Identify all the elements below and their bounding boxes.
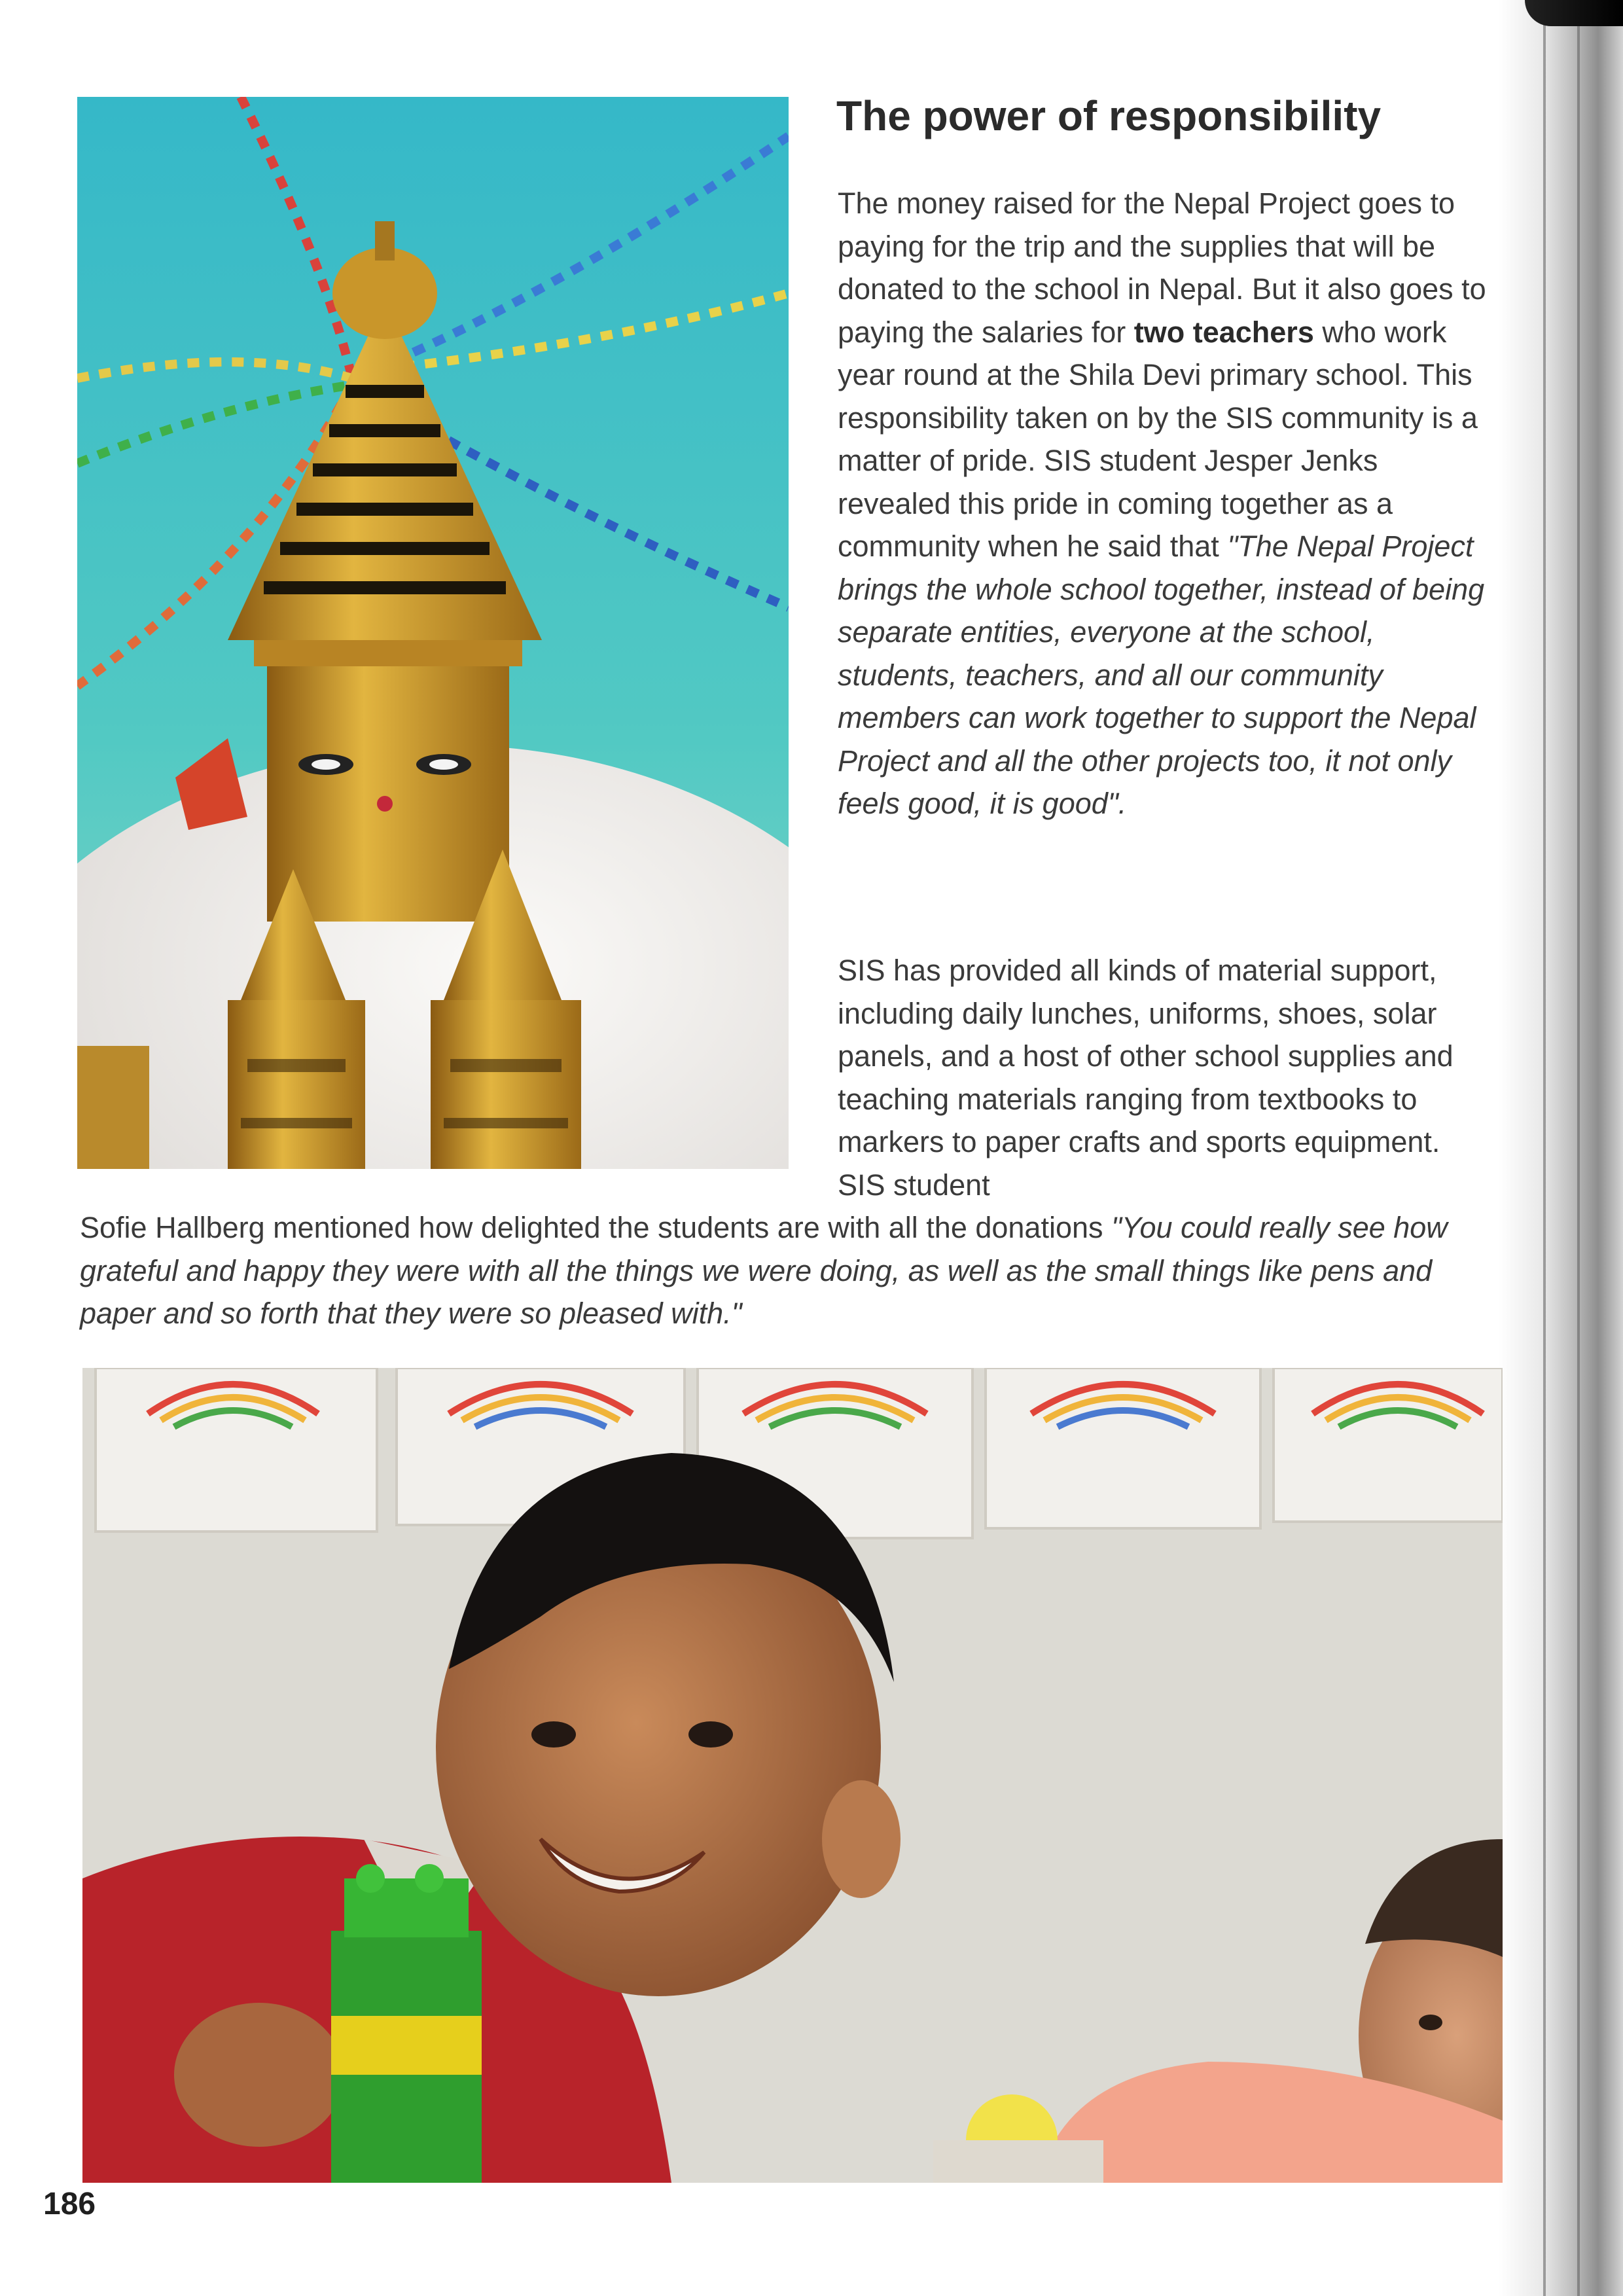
article-paragraph-2: SIS has provided all kinds of material support, including daily lunches, uniforms, shoes, solar panels, and a host of other school supplies and teaching materials ranging from textbooks to markers to paper crafts and sports equipment. SIS student bbox=[838, 954, 1454, 1202]
paragraph-1-text: The money raised for the Nepal Project goes to paying for the trip and the supplies that will be donated to the school in Nepal. But it also goes to paying the salaries for bbox=[838, 187, 1486, 349]
children-classroom-photo bbox=[82, 1368, 1503, 2183]
page-number: 186 bbox=[43, 2187, 96, 2221]
book-page-edge bbox=[1499, 0, 1623, 2296]
sofie-hallberg-quote: "You could really see how grateful and happy they were with all the things we were doing, as well as the small things like pens and paper and so forth that they were so pleased with." bbox=[80, 1211, 1448, 1330]
article-paragraph-1 bbox=[838, 182, 1495, 825]
paragraph-2-text: Sofie Hallberg mentioned how delighted the students are with all the donations bbox=[80, 1211, 1112, 1244]
jesper-jenks-quote: "The Nepal Project brings the whole school together, instead of being separate entities, everyone at the school, students, teachers, and all our community members can work together to support the Nepal Project and all the other projects too, it not only feels good, it is good". bbox=[838, 529, 1485, 820]
article-paragraph-2-continued bbox=[80, 1206, 1507, 1335]
article-heading: The power of responsibility bbox=[836, 92, 1382, 139]
stupa-photo bbox=[77, 97, 789, 1169]
paragraph-1-text-2: who work year round at the Shila Devi primary school. This responsibility taken on by the SIS community is a matter of pride. SIS student Jesper Jenks revealed this pride in coming together as a community when he said that bbox=[838, 315, 1478, 563]
page-corner-shadow bbox=[1525, 0, 1623, 26]
paragraph-1-bold: two teachers bbox=[1133, 315, 1314, 349]
